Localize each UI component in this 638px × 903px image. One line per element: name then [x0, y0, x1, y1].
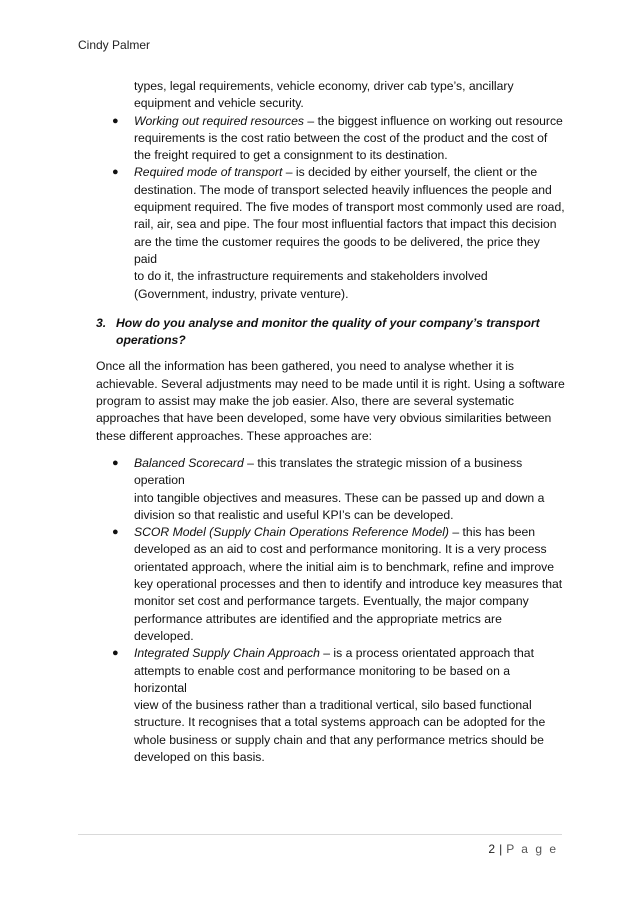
- page-number: 2: [488, 842, 496, 856]
- text-line: Working out required resources – the biggest influence on working out resource: [134, 113, 563, 128]
- page-label: P a g e: [506, 842, 558, 856]
- bullet-balanced-scorecard: [96, 455, 566, 524]
- text-line: Required mode of transport – is decided by either yourself, the client or the: [134, 165, 538, 180]
- text-line: structure. It recognises that a total systems approach can be adopted for the: [134, 715, 546, 730]
- question-number: 3.: [96, 315, 107, 330]
- text-line: view of the business rather than a traditional vertical, silo based functional: [134, 698, 532, 713]
- text-line: performance attributes are identified and the appropriate metrics are: [134, 611, 502, 626]
- text-line: SCOR Model (Supply Chain Operations Reference Model) – this has been: [134, 525, 536, 540]
- text-line: destination. The mode of transport selected heavily influences the people and: [134, 182, 552, 197]
- question-text: [116, 315, 540, 350]
- text-line: developed on this basis.: [134, 749, 265, 764]
- bullet-term: Required mode of transport: [134, 165, 283, 180]
- text-line: monitor set cost and performance targets. Eventually, the major company: [134, 594, 529, 609]
- bullet-dot-icon: ●: [112, 526, 119, 539]
- text-line: How do you analyse and monitor the quality of your company’s transport: [116, 315, 540, 330]
- text-line: approaches that have been developed, some have very obvious similarities between: [96, 411, 552, 426]
- text-line: to do it, the infrastructure requirements and stakeholders involved: [134, 269, 488, 284]
- text-line: types, legal requirements, vehicle economy, driver cab type’s, ancillary: [134, 79, 514, 93]
- resource-bullet-list: [96, 113, 566, 303]
- bullet-integrated-supply-chain: [96, 645, 566, 766]
- text-line: developed.: [134, 628, 194, 643]
- text-line: the freight required to get a consignment to its destination.: [134, 148, 448, 163]
- bullet-term: Balanced Scorecard: [134, 455, 244, 470]
- text-line: program to assist may make the job easier. Also, there are several systematic: [96, 394, 514, 409]
- text-line: rail, air, sea and pipe. The four most influential factors that impact this decision: [134, 217, 557, 232]
- text-line: whole business or supply chain and that any performance metrics should be: [134, 732, 544, 747]
- text-line: developed as an aid to cost and performance monitoring. It is a very process: [134, 542, 547, 557]
- text-line: are the time the customer requires the goods to be delivered, the price they paid: [134, 234, 540, 266]
- footer-divider: [78, 834, 562, 835]
- page-footer: [488, 842, 558, 856]
- bullet-dot-icon: ●: [112, 647, 119, 660]
- text-line: attempts to enable cost and performance monitoring to be based on a horizontal: [134, 663, 511, 695]
- bullet-dot-icon: ●: [112, 456, 119, 469]
- text-line: equipment required. The five modes of transport most commonly used are road,: [134, 200, 565, 215]
- text-line: operations?: [116, 333, 186, 348]
- text-line: equipment and vehicle security.: [134, 96, 304, 111]
- bullet-term: Working out required resources: [134, 113, 305, 128]
- text-line: requirements is the cost ratio between the cost of the product and the cost of: [134, 130, 548, 145]
- body-paragraph: [96, 358, 566, 444]
- text-line: Balanced Scorecard – this translates the strategic mission of a business operation: [134, 455, 523, 488]
- question-heading: [96, 315, 566, 350]
- bullet-required-mode: [96, 164, 566, 302]
- text-line: (Government, industry, private venture).: [134, 286, 349, 301]
- text-line: division so that realistic and useful KPI’s can be developed.: [134, 507, 454, 522]
- bullet-dot-icon: ●: [112, 166, 119, 179]
- text-line: Integrated Supply Chain Approach – is a process orientated approach that: [134, 646, 534, 661]
- text-line: Once all the information has been gathered, you need to analyse whether it is: [96, 359, 515, 374]
- approaches-bullet-list: [96, 455, 566, 766]
- bullet-scor-model: [96, 524, 566, 645]
- continued-text: [134, 78, 566, 113]
- text-line: these different approaches. These approaches are:: [96, 428, 372, 443]
- text-line: achievable. Several adjustments may need to be made until it is right. Using a software: [96, 376, 565, 391]
- bullet-dot-icon: ●: [112, 114, 119, 127]
- text-line: into tangible objectives and measures. These can be passed up and down a: [134, 490, 545, 505]
- bullet-term: SCOR Model (Supply Chain Operations Reference Model): [134, 525, 449, 540]
- text-line: orientated approach, where the initial aim is to benchmark, refine and improve: [134, 559, 555, 574]
- bullet-working-out-resources: [96, 113, 566, 165]
- header-author: Cindy Palmer: [78, 38, 151, 52]
- bullet-term: Integrated Supply Chain Approach: [134, 646, 320, 661]
- text-line: key operational processes and then to identify and introduce key measures that: [134, 577, 563, 592]
- footer-separator: |: [499, 842, 503, 856]
- page-content: [96, 78, 566, 766]
